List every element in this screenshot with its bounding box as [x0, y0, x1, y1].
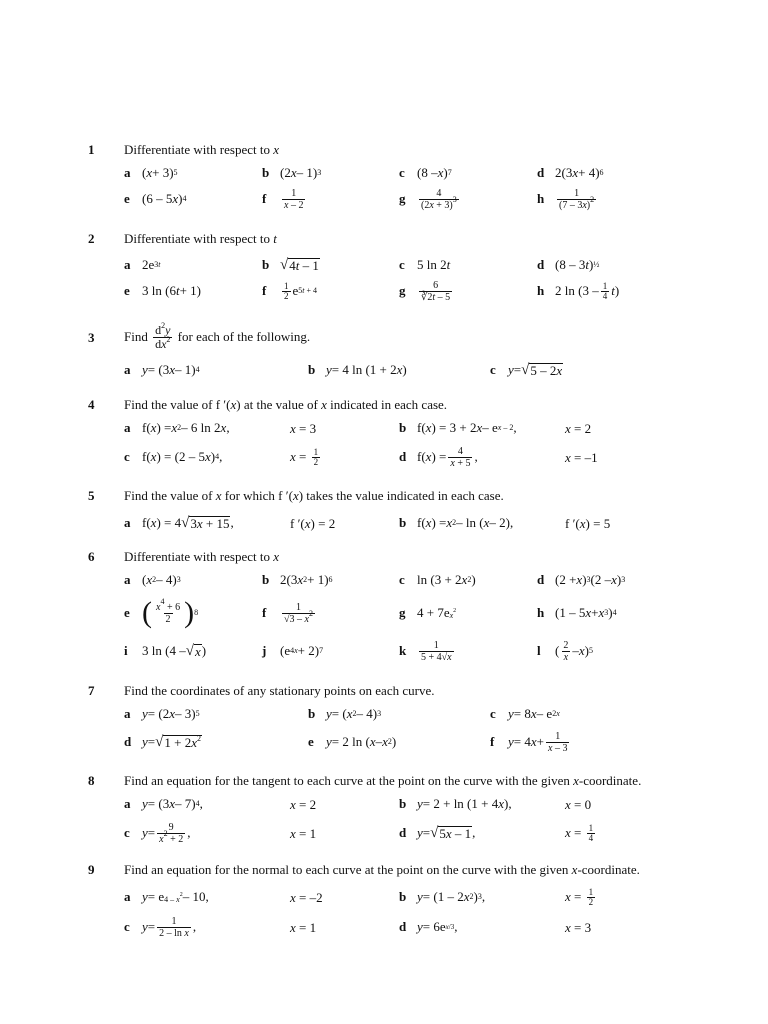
item-9c: c y = $\frac{1}{\text{2 – ln x}}$ ,: [124, 915, 197, 939]
item-7f: f y = 4 x + $\frac{1}{x - 3}$: [490, 730, 568, 754]
question-stem: Differentiate with respect to x: [124, 142, 279, 157]
question-stem: Differentiate with respect to t: [124, 231, 277, 246]
question-stem: Find the coordinates of any stationary points on each curve.: [124, 683, 435, 698]
item-5b-condition: f ′(x) = 5: [565, 516, 611, 531]
item-2f: f $\frac{1}{2}$ e 5t + 4: [262, 280, 318, 301]
item-2h: h 2 ln (3 – $\frac{1}{4}$ t ): [537, 280, 620, 301]
item-6h: h (1 – 5 x + x 3 ) 4: [537, 605, 617, 620]
item-4c: c f( x ) = (2 – 5 x ) 4 ,: [124, 449, 223, 464]
item-6a: a ( x 2 – 4) 3: [124, 572, 181, 587]
item-row: [0, 166, 768, 186]
question-number: 1: [88, 142, 95, 157]
item-4d-condition: x = –1: [565, 450, 598, 465]
item-3c: c y = √ 5 – 2x: [490, 362, 563, 378]
item-row: [0, 363, 768, 383]
item-8c: c y = $\frac{9}{x^2 + 2}$ ,: [124, 821, 191, 845]
item-1b: b (2 x – 1) 3: [262, 165, 322, 180]
item-6e: e ( $\frac{x^4 + 6}{2}$ ) 8: [124, 596, 199, 629]
item-row: [0, 573, 768, 593]
item-row: [0, 445, 768, 470]
item-3b: b y = 4 ln (1 + 2 x ): [308, 362, 407, 377]
item-9b: b y = (1 – 2 x 2 ) 3 ,: [399, 889, 486, 904]
item-7a: a y = (2 x – 3) 5: [124, 706, 200, 721]
item-6d: d (2 + x ) 3 (2 – x ) 3: [537, 572, 626, 587]
item-row: [0, 279, 768, 304]
item-9d: d y = 6e x/3 ,: [399, 919, 458, 934]
item-8a: a y = (3 x – 7) 4 ,: [124, 796, 203, 811]
item-1c: c (8 – x ) 7: [399, 165, 452, 180]
item-2e: e 3 ln (6 t + 1): [124, 283, 201, 298]
question-stem: Find an equation for the normal to each curve at the point on the curve with the given x-coordinate.: [124, 862, 640, 877]
question-number: 4: [88, 397, 95, 412]
item-6c: c ln (3 + 2 x 2 ): [399, 572, 476, 587]
item-row: [0, 596, 768, 629]
item-4c-condition: x = $\frac{1}{2}$: [290, 446, 319, 467]
item-6b: b 2(3 x 2 + 1) 6: [262, 572, 333, 587]
item-5b: b f( x ) = x 2 – ln ( x – 2),: [399, 515, 514, 530]
item-9b-condition: x = $\frac{1}{2}$: [565, 886, 594, 907]
item-2c: c 5 ln 2 t: [399, 257, 451, 272]
item-row: [0, 258, 768, 278]
item-row: [0, 516, 768, 536]
question-number: 9: [88, 862, 95, 877]
item-9a-condition: x = –2: [290, 890, 323, 905]
item-3a: a y = (3 x – 1) 4: [124, 362, 200, 377]
item-8d-condition: x = $\frac{1}{4}$: [565, 822, 594, 843]
item-row: [0, 707, 768, 727]
item-8a-condition: x = 2: [290, 797, 317, 812]
item-5a-condition: f ′(x) = 2: [290, 516, 336, 531]
item-2a: a 2e 3t: [124, 257, 161, 272]
item-row: [0, 639, 768, 664]
question-number: 7: [88, 683, 95, 698]
question-number: 3: [88, 330, 95, 345]
item-6f: f $\frac{1}{√3 - x^2}$: [262, 601, 313, 625]
item-1h: h $\frac{1}{(7 - 3x)^2}$: [537, 187, 595, 211]
item-1a: a ( x + 3) 5: [124, 165, 178, 180]
item-2b: b √ 4t – 1: [262, 257, 319, 273]
item-4b: b f( x ) = 3 + 2 x – e x – 2 ,: [399, 420, 517, 435]
question-number: 8: [88, 773, 95, 788]
item-4b-condition: x = 2: [565, 421, 592, 436]
item-row: [0, 187, 768, 212]
item-4a: a f( x ) = x 2 – 6 ln 2 x ,: [124, 420, 230, 435]
question-number: 5: [88, 488, 95, 503]
item-2g: g $\frac{6}{∛2t - 5}$: [399, 279, 451, 303]
item-8b: b y = 2 + ln (1 + 4 x ),: [399, 796, 512, 811]
item-4a-condition: x = 3: [290, 421, 317, 436]
item-1g: g $\frac{4}{(2x + 3)^3}$: [399, 187, 457, 211]
item-row: [0, 421, 768, 441]
question-stem: Find $\frac{d^2y}{dx^2}$ for each of the following.: [124, 320, 311, 351]
item-9c-condition: x = 1: [290, 920, 317, 935]
item-5a: a f( x ) = 4 √ 3x + 15 ,: [124, 515, 234, 531]
question-number: 2: [88, 231, 95, 246]
item-row: [0, 821, 768, 846]
item-2d: d (8 – 3 t ) ½: [537, 257, 600, 272]
item-row: [0, 797, 768, 817]
item-4d: d f( x ) = $\frac{4}{x + 5}$ ,: [399, 445, 478, 469]
item-6j: j (e 4x + 2) 7: [262, 643, 324, 658]
question-stem: Find the value of x for which f ′(x) takes the value indicated in each case.: [124, 488, 504, 503]
item-row: [0, 886, 768, 910]
item-6k: k $\frac{1}{5 + 4√x}$: [399, 639, 452, 663]
question-stem: Find an equation for the tangent to each curve at the point on the curve with the given x-coordinate.: [124, 773, 642, 788]
item-6l: l ( $\frac{2}{x}$ – x ) 5: [537, 639, 593, 663]
item-1e: e (6 – 5 x ) 4: [124, 191, 187, 206]
item-8c-condition: x = 1: [290, 826, 317, 841]
item-7b: b y = ( x 2 – 4) 3: [308, 706, 382, 721]
question-number: 6: [88, 549, 95, 564]
question-stem: Find the value of f ′(x) at the value of x indicated in each case.: [124, 397, 448, 412]
item-6i: i 3 ln (4 – √ x ): [124, 643, 207, 659]
item-row: [0, 730, 768, 755]
question-stem: Differentiate with respect to x: [124, 549, 279, 564]
item-7e: e y = 2 ln ( x – x 2 ): [308, 734, 397, 749]
item-8d: d y = √ 5x – 1 ,: [399, 825, 476, 841]
item-1f: f $\frac{1}{x - 2}$: [262, 187, 304, 211]
item-7d: d y = √ $1 + 2x^2$: [124, 734, 201, 750]
item-7c: c y = 8 x – e 2x: [490, 706, 560, 721]
item-9a: a y = e $4 - x^2$ – 10,: [124, 889, 209, 904]
item-8b-condition: x = 0: [565, 797, 592, 812]
item-9d-condition: x = 3: [565, 920, 592, 935]
item-row: [0, 915, 768, 940]
item-1d: d 2(3 x + 4) 6: [537, 165, 604, 180]
item-6g: g 4 + 7e $x^2$: [399, 605, 457, 620]
